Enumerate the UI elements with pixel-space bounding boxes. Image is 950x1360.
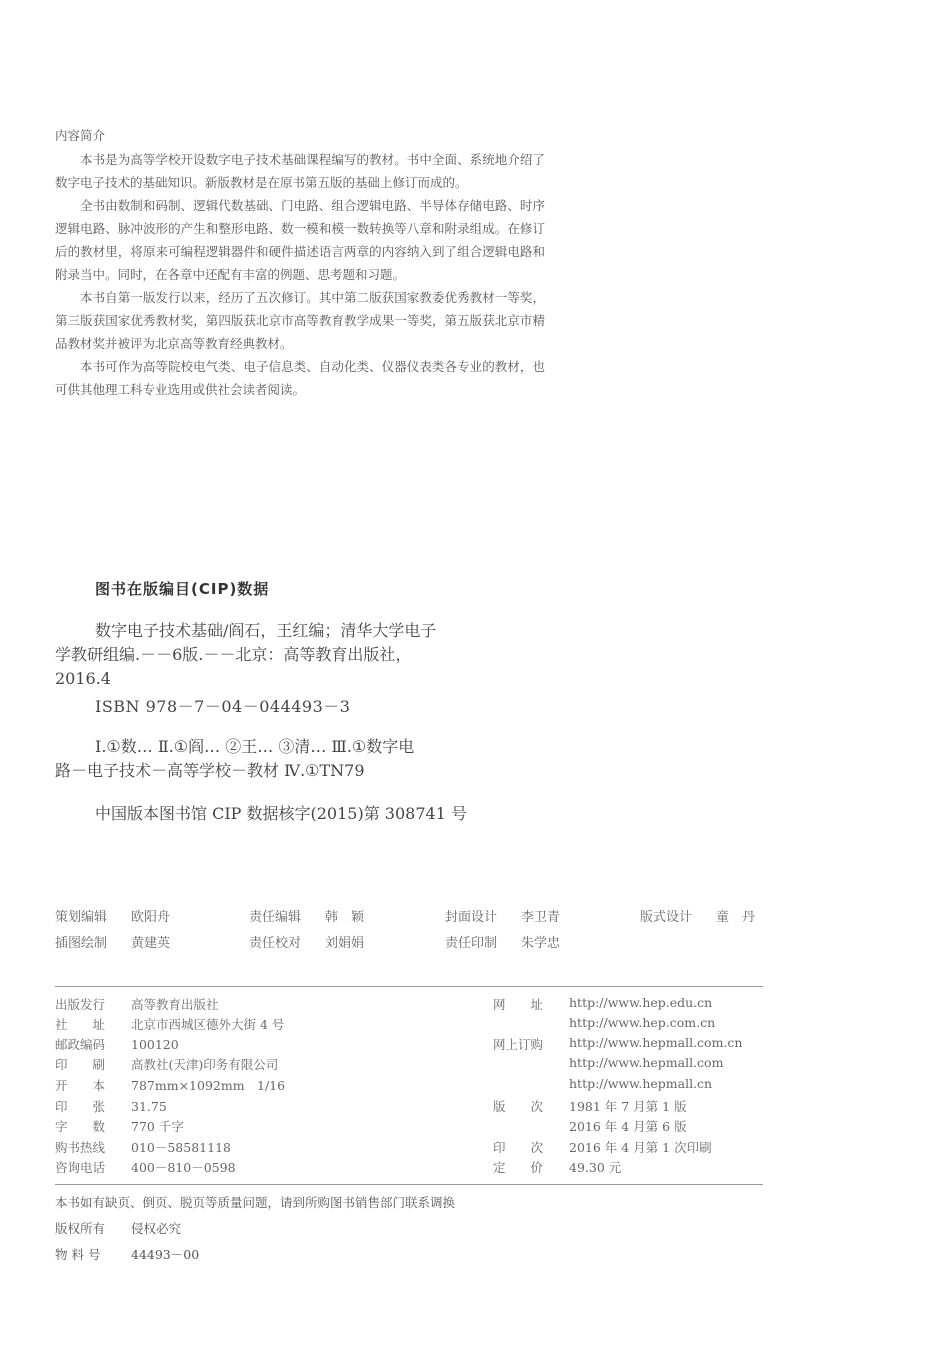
cip-entry <box>55 619 595 691</box>
staff-label: 策划编辑 <box>55 910 108 925</box>
pub-row: 印 张 31.75 <box>55 1099 167 1114</box>
intro-title: 内容简介 <box>55 128 106 143</box>
cip-isbn: ISBN 978－7－04－044493－3 <box>95 697 351 716</box>
print-value: 2016 年 4 月第 1 次印刷 <box>569 1140 712 1155</box>
staff-label: 封面设计 <box>445 910 498 925</box>
pub-right-label: 网上订购 <box>493 1037 544 1052</box>
pub-row: 开 本 787mm×1092mm 1/16 <box>55 1078 286 1093</box>
staff-name: 欧阳舟 <box>131 910 171 925</box>
material-label: 物 料 号 <box>55 1247 101 1262</box>
intro-body <box>55 148 545 401</box>
staff-label: 责任校对 <box>249 936 302 951</box>
copyright-line <box>55 1219 181 1237</box>
rights-label: 版权所有 <box>55 1221 106 1236</box>
staff-name: 刘娟娟 <box>325 936 365 951</box>
staff-label: 责任印制 <box>445 936 498 951</box>
cip-entry-line: 2016.4 <box>55 669 111 688</box>
staff-label: 责任编辑 <box>249 910 302 925</box>
cip-title: 图书在版编目(CIP)数据 <box>95 580 270 598</box>
quality-notice: 本书如有缺页、倒页、脱页等质量问题，请到所购图书销售部门联系调换 <box>55 1195 456 1210</box>
pub-row: 社 址 北京市西城区德外大街 4 号 <box>55 1017 285 1032</box>
staff-name: 黄建英 <box>131 936 171 951</box>
rights-value: 侵权必究 <box>131 1221 182 1236</box>
material-value: 44493－00 <box>131 1247 200 1262</box>
pub-right-label: 网 址 <box>493 997 544 1012</box>
staff-name: 韩 颖 <box>325 910 365 925</box>
pub-row: 出版发行 高等教育出版社 <box>55 997 219 1012</box>
pub-right-label: 版 次 <box>493 1099 544 1114</box>
staff-label: 版式设计 <box>640 910 693 925</box>
divider <box>55 1184 763 1185</box>
website-link[interactable]: http://www.hep.com.cn <box>569 1015 716 1030</box>
intro-paragraph: 本书是为高等学校开设数字电子技术基础课程编写的教材。书中全面、系统地介绍了数字电子技术的基础知识。新版教材是在原书第五版的基础上修订而成的。 <box>55 152 545 190</box>
cip-class-line: 路－电子技术－高等学校－教材 Ⅳ.①TN79 <box>55 761 365 780</box>
pub-row: 咨询电话 400－810－0598 <box>55 1160 236 1175</box>
intro-paragraph: 本书自第一版发行以来，经历了五次修订。其中第二版获国家教委优秀教材一等奖，第三版获国家优秀教材奖，第四版获北京市高等教育教学成果一等奖，第五版获北京市精品教材奖并被评为北京高等教育经典教材。 <box>55 290 545 351</box>
staff-name: 童 丹 <box>716 910 756 925</box>
edition-value: 1981 年 7 月第 1 版 <box>569 1099 687 1114</box>
divider <box>55 986 763 987</box>
pub-row: 印 刷 高教社(天津)印务有限公司 <box>55 1057 279 1072</box>
order-link[interactable]: http://www.hepmall.com <box>569 1055 724 1070</box>
staff-name: 朱学忠 <box>521 936 561 951</box>
website-link[interactable]: http://www.hep.edu.cn <box>569 995 713 1010</box>
order-link[interactable]: http://www.hepmall.cn <box>569 1076 713 1091</box>
pub-row: 邮政编码 100120 <box>55 1037 179 1052</box>
price-value: 49.30 元 <box>569 1160 622 1175</box>
material-line <box>55 1245 199 1263</box>
cip-entry-line: 数字电子技术基础/阎石，王红编；清华大学电子 <box>95 621 437 640</box>
intro-paragraph: 全书由数制和码制、逻辑代数基础、门电路、组合逻辑电路、半导体存储电路、时序逻辑电路、脉冲波形的产生和整形电路、数一模和模一数转换等八章和附录组成。在修订后的教材里，将原来可编程逻辑器件和硬件描述语言两章的内容纳入到了组合逻辑电路和附录当中。同时，在各章中还配有丰富的例题、思考题和习题。 <box>55 198 545 282</box>
cip-entry-line: 学教研组编.－－6版.－－北京：高等教育出版社， <box>55 645 412 664</box>
cip-class-line: Ⅰ.①数… Ⅱ.①阎… ②王… ③清… Ⅲ.①数字电 <box>95 737 415 756</box>
pub-right-label: 定 价 <box>493 1160 544 1175</box>
order-link[interactable]: http://www.hepmall.com.cn <box>569 1035 743 1050</box>
staff-label: 插图绘制 <box>55 936 108 951</box>
intro-paragraph: 本书可作为高等院校电气类、电子信息类、自动化类、仪器仪表类各专业的教材，也可供其他理工科专业选用或供社会读者阅读。 <box>55 359 545 397</box>
cip-number: 中国版本图书馆 CIP 数据核字(2015)第 308741 号 <box>95 804 467 823</box>
pub-row: 字 数 770 千字 <box>55 1119 184 1134</box>
edition-value: 2016 年 4 月第 6 版 <box>569 1119 687 1134</box>
staff-name: 李卫青 <box>521 910 561 925</box>
pub-right-label: 印 次 <box>493 1140 544 1155</box>
cip-classification <box>55 735 595 783</box>
pub-row: 购书热线 010－58581118 <box>55 1140 231 1155</box>
